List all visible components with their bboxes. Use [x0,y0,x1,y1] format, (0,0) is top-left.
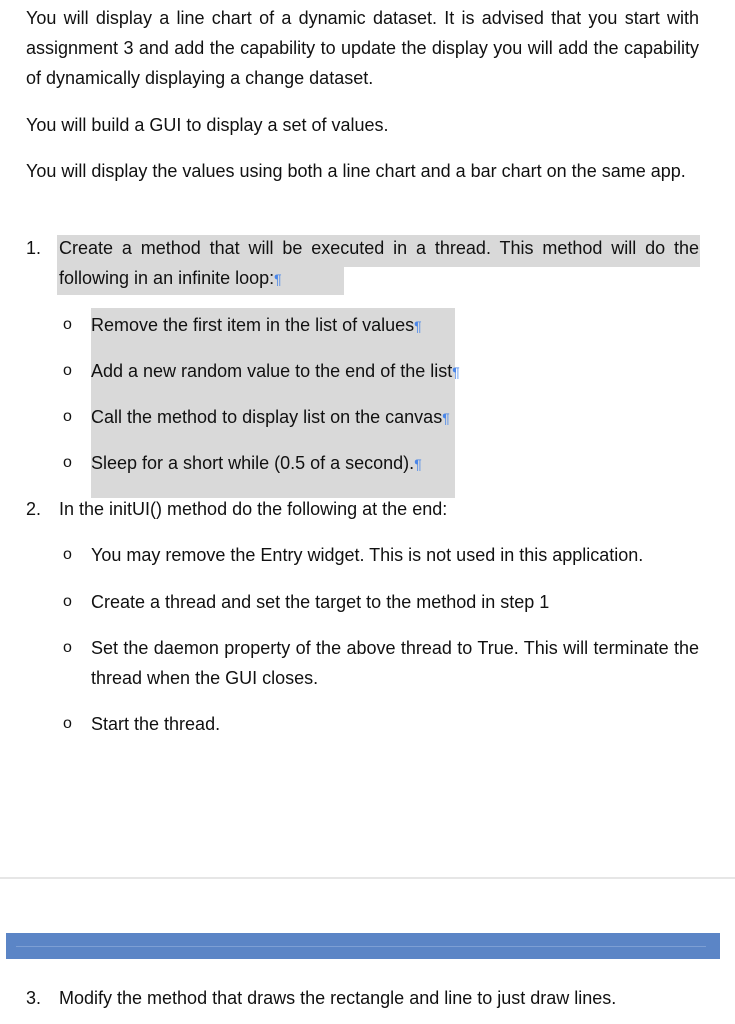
step-2-subitem-2: Create a thread and set the target to the method in step 1 [91,592,550,612]
bullet-icon: o [63,546,72,563]
page-break-divider [0,877,735,879]
intro-paragraph-3: You will display the values using both a line chart and a bar chart on the same app. [26,161,686,181]
step-1-subitem-2: Add a new random value to the end of the list¶ [91,361,460,381]
step-3-text: Modify the method that draws the rectangle and line to just draw lines. [59,988,617,1008]
header-band [6,933,720,959]
bullet-icon: o [63,593,72,610]
intro-paragraph-1: You will display a line chart of a dynamic dataset. It is advised that you start with assignment 3 and add the capability to update the display you will add the capability of dynamically displaying a change dataset. [26,8,699,88]
pilcrow-mark: ¶ [414,456,422,472]
step-1-subitem-4: Sleep for a short while (0.5 of a second).¶ [91,453,422,473]
bullet-icon: o [63,316,72,333]
pilcrow-mark: ¶ [442,410,450,426]
bullet-icon: o [63,408,72,425]
step-2-number: 2. [26,499,42,519]
step-2-subitem-1: You may remove the Entry widget. This is not used in this application. [91,545,644,565]
step-1-subitem-3: Call the method to display list on the canvas¶ [91,407,450,427]
pilcrow-mark: ¶ [452,364,460,380]
step-1-text: Create a method that will be executed in a thread. This method will do the following in an infinite loop:¶ [59,238,699,288]
pilcrow-mark: ¶ [274,271,282,287]
intro-paragraph-2: You will build a GUI to display a set of values. [26,115,389,135]
step-2-subitem-3: Set the daemon property of the above thread to True. This will terminate the thread when the GUI closes. [91,638,699,688]
header-band-line [16,946,706,947]
step-3-number: 3. [26,988,42,1008]
bullet-icon: o [63,639,72,656]
bullet-icon: o [63,715,72,732]
bullet-icon: o [63,362,72,379]
bullet-icon: o [63,454,72,471]
step-1-subitem-1: Remove the first item in the list of values¶ [91,315,422,335]
step-1-number: 1. [26,238,42,258]
step-2-subitem-4: Start the thread. [91,714,221,734]
pilcrow-mark: ¶ [414,318,422,334]
step-2-text: In the initUI() method do the following at the end: [59,499,448,519]
